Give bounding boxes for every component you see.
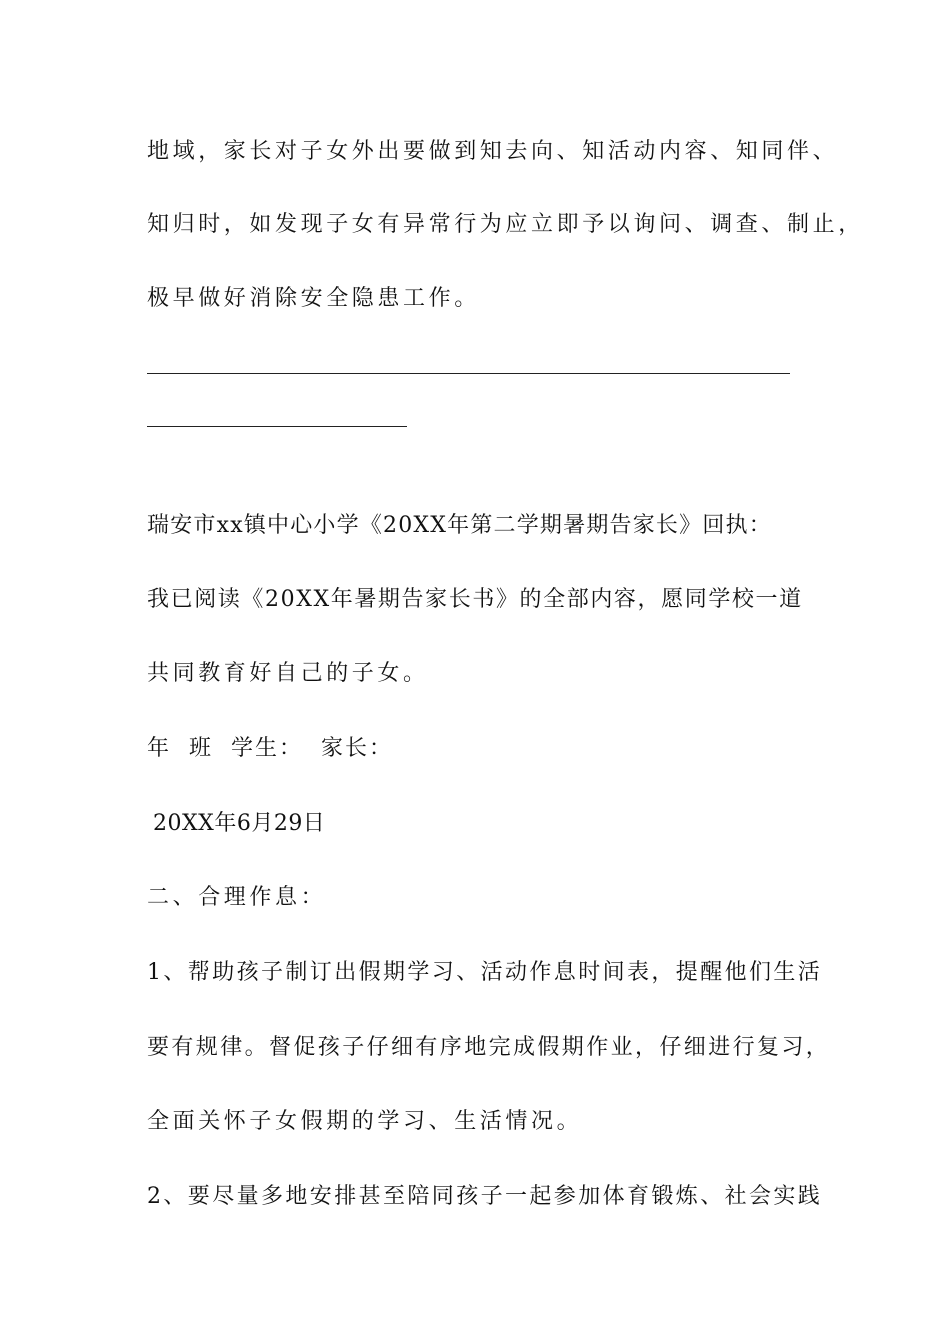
cut-line-divider — [147, 426, 407, 427]
cut-line-divider — [147, 373, 790, 374]
receipt-date: 20XX年6月29日 — [153, 811, 326, 836]
receipt-statement-line: 我已阅读《20XX年暑期告家长书》的全部内容，愿同学校一道 — [147, 587, 803, 612]
list-item-line: 2、要尽量多地安排甚至陪同孩子一起参加体育锻炼、社会实践 — [147, 1184, 823, 1209]
paragraph-line: 极早做好消除安全隐患工作。 — [147, 286, 480, 311]
paragraph-line: 地域，家长对子女外出要做到知去向、知活动内容、知同伴、 — [147, 139, 839, 164]
list-item-line: 全面关怀子女假期的学习、生活情况。 — [147, 1109, 583, 1134]
list-item-line: 1、帮助孩子制订出假期学习、活动作息时间表，提醒他们生活 — [147, 960, 823, 985]
receipt-title: 瑞安市xx镇中心小学《20XX年第二学期暑期告家长》回执： — [147, 513, 772, 538]
receipt-statement-line: 共同教育好自己的子女。 — [147, 661, 429, 686]
section-heading: 二、合理作息： — [147, 885, 327, 910]
list-item-line: 要有规律。督促孩子仔细有序地完成假期作业，仔细进行复习， — [147, 1035, 831, 1060]
receipt-signature-line: 年 班 学生： 家长： — [147, 736, 393, 761]
paragraph-line: 知归时，如发现子女有异常行为应立即予以询问、调查、制止， — [147, 212, 864, 237]
